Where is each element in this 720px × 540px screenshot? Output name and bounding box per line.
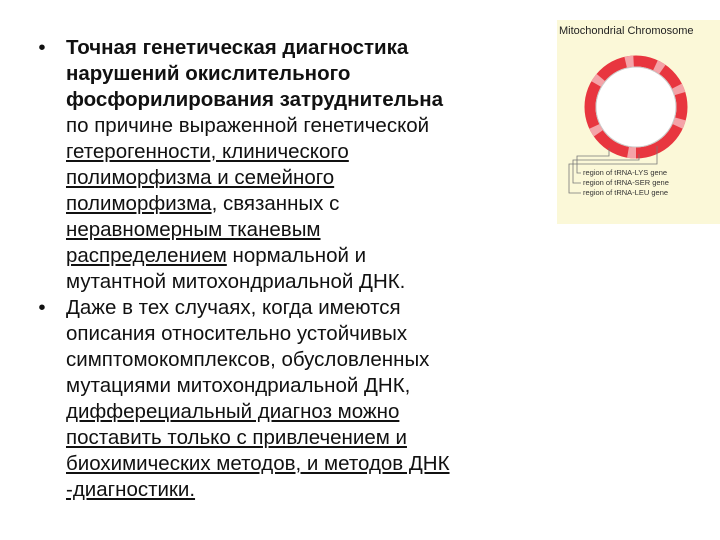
text-line xyxy=(66,295,530,321)
gene-band xyxy=(677,86,680,93)
text-segment: поставить только с привлечением и xyxy=(66,426,407,449)
text-line xyxy=(66,269,530,295)
text-segment: нормальной и xyxy=(226,244,367,267)
text-line xyxy=(66,139,530,165)
text-line xyxy=(66,321,530,347)
text-line xyxy=(66,347,530,373)
bullet-marker: • xyxy=(38,36,46,59)
text-segment: распределением xyxy=(66,244,227,267)
figure-title: Mitochondrial Chromosome xyxy=(559,25,694,37)
text-segment: неравномерным тканевым xyxy=(66,218,321,241)
text-line xyxy=(66,477,530,503)
text-segment: , связанных с xyxy=(211,192,340,215)
text-segment: Точная генетическая диагностика xyxy=(66,36,409,59)
text-line xyxy=(66,217,530,243)
bullet-item xyxy=(30,35,530,295)
bullet-item xyxy=(30,295,530,503)
gene-band xyxy=(626,61,634,62)
text-line xyxy=(66,451,530,477)
text-segment: Даже в тех случаях, когда имеются xyxy=(66,296,401,319)
text-segment: -диагностики. xyxy=(66,478,196,501)
slide-text xyxy=(30,35,530,503)
text-segment: нарушений окислительного xyxy=(66,62,351,85)
gene-band xyxy=(678,119,681,127)
text-line xyxy=(66,35,530,61)
region-label-lys: region of tRNA-LYS gene xyxy=(583,168,668,177)
text-segment: полиморфизма и семейного xyxy=(66,166,335,189)
bullet-marker: • xyxy=(38,296,46,319)
text-line xyxy=(66,243,530,269)
text-segment: гетерогенности, клинического xyxy=(66,140,349,163)
text-segment: полиморфизма xyxy=(66,192,212,215)
text-line xyxy=(66,191,530,217)
text-line xyxy=(66,373,530,399)
text-segment: биохимических методов, и методов ДНК xyxy=(66,452,450,475)
text-line xyxy=(66,425,530,451)
text-line xyxy=(66,113,530,139)
text-segment: описания относительно устойчивых xyxy=(66,322,408,345)
text-segment: фосфорилирования затруднительна xyxy=(66,88,444,111)
text-line xyxy=(66,165,530,191)
text-segment: мутантной митохондриальной ДНК. xyxy=(66,270,406,293)
gene-band xyxy=(594,126,598,133)
region-label-ser: region of tRNA-SER gene xyxy=(583,178,669,187)
chromosome-ring xyxy=(590,61,682,153)
chromosome-inner xyxy=(596,67,676,147)
text-line xyxy=(66,87,530,113)
gene-band xyxy=(655,65,662,69)
text-line xyxy=(66,61,530,87)
mitochondrial-chromosome-figure xyxy=(557,20,720,224)
gene-band xyxy=(596,77,601,84)
text-segment: по причине выраженной генетической xyxy=(66,114,430,137)
text-line xyxy=(66,399,530,425)
text-segment: мутациями митохондриальной ДНК, xyxy=(66,374,411,397)
gene-band xyxy=(628,152,636,153)
text-segment: дифферециальный диагноз можно xyxy=(66,400,400,423)
text-segment: симптомокомплексов, обусловленных xyxy=(66,348,430,371)
region-label-leu: region of tRNA-LEU gene xyxy=(583,188,669,197)
